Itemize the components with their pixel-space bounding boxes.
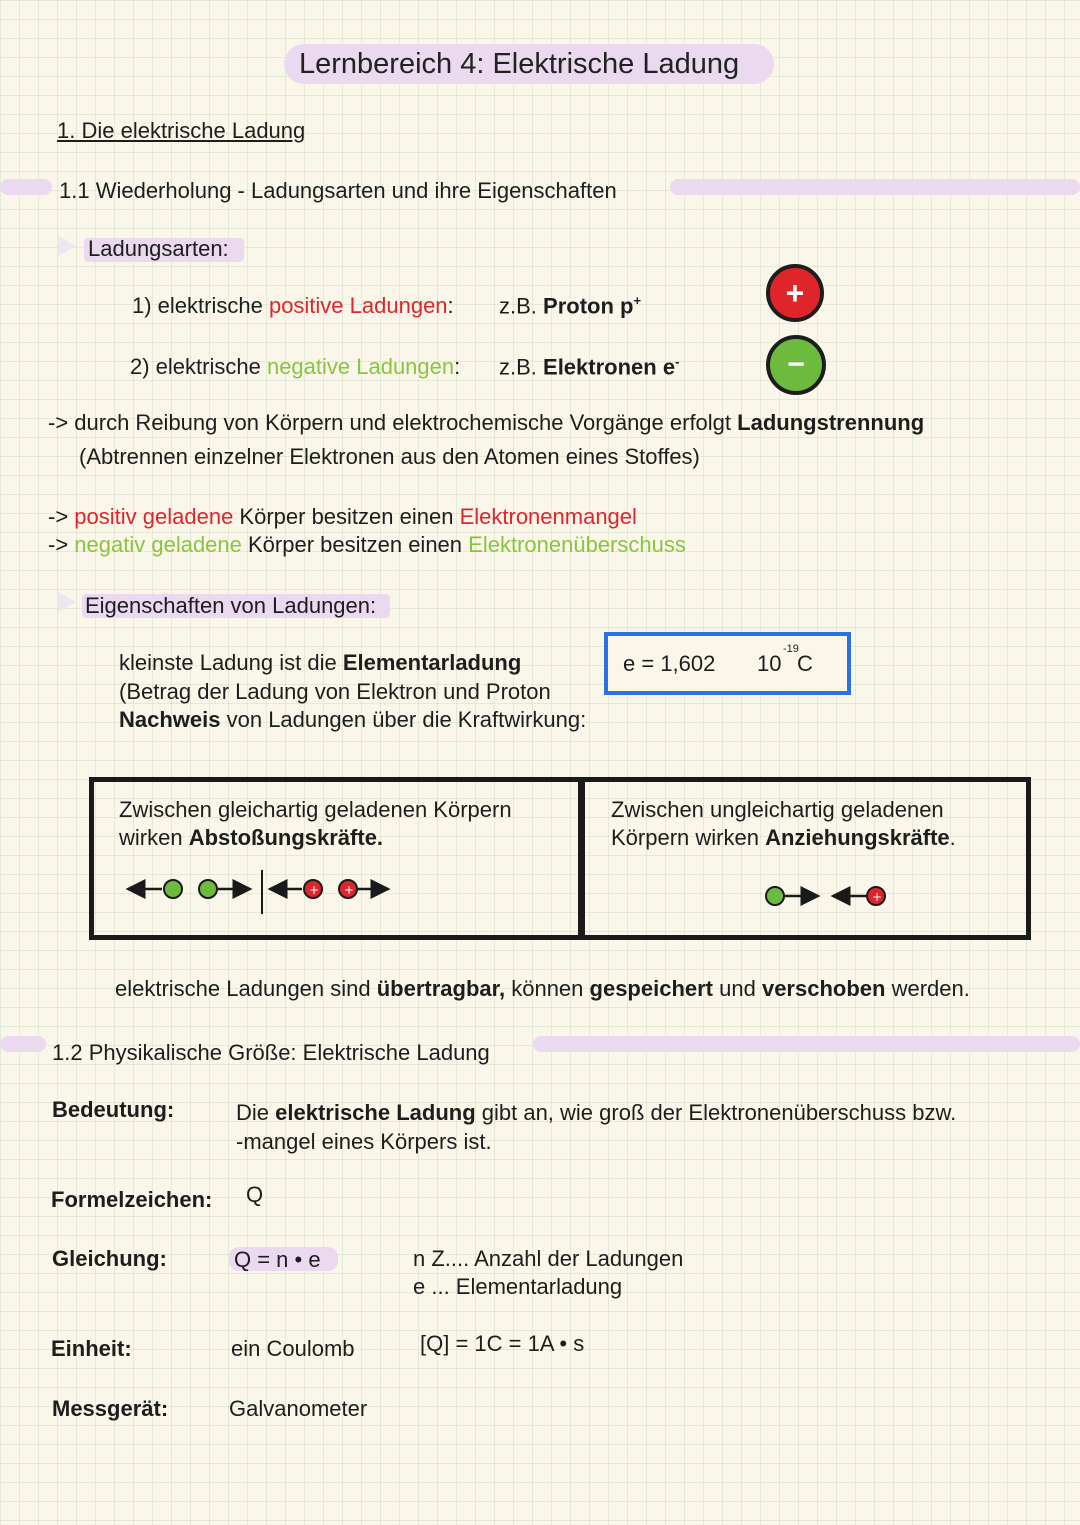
bedeutung-post: gibt an, wie groß der Elektronenüberschuss bzw. bbox=[475, 1100, 957, 1125]
nachweis-line bbox=[119, 707, 586, 733]
section-heading-1-2: 1.2 Physikalische Größe: Elektrische Ladung bbox=[52, 1040, 490, 1065]
electron-example bbox=[499, 354, 679, 380]
einheit-formula: [Q] = 1C = 1A • s bbox=[420, 1331, 585, 1356]
attraction-panel bbox=[578, 777, 1031, 940]
transfer-p4: werden. bbox=[885, 976, 970, 1001]
plus-symbol: + bbox=[785, 274, 805, 311]
messgeraet-label: Messgerät: bbox=[52, 1396, 169, 1421]
reibung-line2: (Abtrennen einzelner Elektronen aus den Atomen eines Stoffes) bbox=[79, 444, 700, 469]
repulsion-line2-pre: wirken bbox=[119, 825, 189, 850]
repulsion-line2 bbox=[119, 825, 383, 851]
bedeutung-label: Bedeutung: bbox=[52, 1097, 175, 1122]
nachweis-rest: von Ladungen über die Kraftwirkung: bbox=[220, 707, 587, 732]
item1-sup: + bbox=[633, 293, 642, 308]
eigenschaften-label: Eigenschaften von Ladungen: bbox=[85, 593, 377, 618]
formelzeichen-value: Q bbox=[246, 1182, 264, 1207]
gleichung-legend1: n Z.... Anzahl der Ladungen bbox=[413, 1246, 684, 1271]
proton-example bbox=[499, 293, 641, 319]
item1-bold: Proton p bbox=[543, 293, 634, 319]
nachweis-bold: Nachweis bbox=[119, 707, 221, 732]
gleichung-legend2: e ... Elementarladung bbox=[413, 1274, 623, 1299]
attraction-diagram bbox=[763, 882, 923, 922]
kleinste-line2: (Betrag der Ladung von Elektron und Proton bbox=[119, 679, 551, 704]
positiv-c2: Elektronenmangel bbox=[459, 504, 637, 529]
repulsion-line1: Zwischen gleichartig geladenen Körpern bbox=[119, 797, 512, 822]
item1-suffix: : bbox=[447, 293, 454, 318]
formula-e-left: e = 1,602 bbox=[623, 651, 716, 676]
negativ-c2: Elektronenüberschuss bbox=[468, 532, 686, 557]
minus-symbol: − bbox=[787, 348, 805, 381]
formula-e-base: 10 bbox=[757, 651, 782, 676]
item2-prefix: 2) elektrische bbox=[130, 354, 267, 379]
neg-charge-2 bbox=[199, 880, 217, 898]
section-band-left bbox=[0, 179, 52, 195]
item2-suffix: : bbox=[454, 354, 461, 379]
transfer-p1: elektrische Ladungen sind bbox=[115, 976, 377, 1001]
bedeutung-line2: -mangel eines Körpers ist. bbox=[236, 1129, 492, 1154]
transfer-p2: können bbox=[505, 976, 590, 1001]
positiv-mid: Körper besitzen einen bbox=[233, 504, 460, 529]
elementary-charge-box bbox=[604, 632, 851, 695]
section-heading-1-1: 1.1 Wiederholung - Ladungsarten und ihre Eigenschaften bbox=[59, 178, 617, 203]
negative-charge-line bbox=[130, 354, 460, 380]
attraction-line2-bold: Anziehungskräfte bbox=[765, 825, 950, 850]
repulsion-panel bbox=[89, 777, 585, 940]
item2-sup: - bbox=[675, 354, 680, 369]
item2-example: z.B. bbox=[499, 354, 544, 380]
kleinste-pre: kleinste Ladung ist die bbox=[119, 650, 343, 675]
section-band-right bbox=[670, 179, 1080, 195]
negativ-line bbox=[48, 532, 686, 558]
negativ-arrow: -> bbox=[48, 532, 75, 557]
gleichung-label: Gleichung: bbox=[52, 1246, 167, 1271]
transfer-p3: und bbox=[713, 976, 762, 1001]
repulsion-line2-bold: Abstoßungskräfte. bbox=[188, 825, 384, 850]
einheit-label: Einheit: bbox=[51, 1336, 132, 1361]
formula-e-unit: C bbox=[797, 651, 813, 676]
attraction-line1: Zwischen ungleichartig geladenen bbox=[611, 797, 944, 822]
gleichung-formula: Q = n • e bbox=[234, 1247, 321, 1272]
formula-e-exp: -19 bbox=[783, 643, 799, 655]
item2-bold: Elektronen e bbox=[543, 354, 676, 380]
bedeutung-text bbox=[236, 1100, 956, 1126]
repulsion-diagram bbox=[122, 870, 422, 930]
svg-text:+: + bbox=[309, 883, 320, 897]
bedeutung-bold: elektrische Ladung bbox=[275, 1100, 476, 1125]
transfer-b3: verschoben bbox=[761, 976, 886, 1001]
positive-charge-line bbox=[132, 293, 454, 319]
reibung-line bbox=[48, 410, 924, 436]
attraction-line2-post: . bbox=[949, 825, 956, 850]
positiv-arrow: -> bbox=[48, 504, 75, 529]
plus-circle-icon bbox=[766, 264, 824, 322]
negativ-c1: negativ geladene bbox=[74, 532, 242, 557]
reibung-bold: Ladungstrennung bbox=[737, 410, 925, 435]
section-band-left-2 bbox=[0, 1036, 46, 1052]
item2-colored: negative Ladungen bbox=[266, 354, 455, 379]
section-band-right-2 bbox=[533, 1036, 1080, 1052]
page-title: Lernbereich 4: Elektrische Ladung bbox=[299, 48, 740, 80]
messgeraet-value: Galvanometer bbox=[229, 1396, 368, 1421]
transfer-b2: gespeichert bbox=[589, 976, 714, 1001]
einheit-value: ein Coulomb bbox=[231, 1336, 355, 1361]
item1-colored: positive Ladungen bbox=[268, 293, 448, 318]
negativ-mid: Körper besitzen einen bbox=[241, 532, 469, 557]
transfer-line bbox=[115, 976, 970, 1002]
attraction-line2-pre: Körpern wirken bbox=[611, 825, 766, 850]
item1-prefix: 1) elektrische bbox=[132, 293, 269, 318]
ladungsarten-label: Ladungsarten: bbox=[88, 236, 229, 261]
bedeutung-pre: Die bbox=[236, 1100, 276, 1125]
svg-text:+: + bbox=[344, 883, 355, 897]
reibung-text: -> durch Reibung von Körpern und elektrochemische Vorgänge erfolgt bbox=[48, 410, 738, 435]
item1-example: z.B. bbox=[499, 293, 544, 319]
svg-text:+: + bbox=[872, 890, 883, 904]
kleinste-bold: Elementarladung bbox=[342, 650, 522, 675]
bullet-arrow-icon bbox=[58, 592, 76, 612]
bullet-arrow-icon bbox=[58, 236, 76, 256]
section-heading-1: 1. Die elektrische Ladung bbox=[57, 118, 306, 143]
neg-charge-3 bbox=[766, 887, 784, 905]
positiv-c1: positiv geladene bbox=[74, 504, 234, 529]
transfer-b1: übertragbar, bbox=[376, 976, 506, 1001]
neg-charge-1 bbox=[164, 880, 182, 898]
formelzeichen-label: Formelzeichen: bbox=[51, 1187, 213, 1212]
minus-circle-icon bbox=[766, 335, 826, 395]
positiv-line bbox=[48, 504, 637, 530]
kleinste-line bbox=[119, 650, 521, 676]
attraction-line2 bbox=[611, 825, 956, 851]
